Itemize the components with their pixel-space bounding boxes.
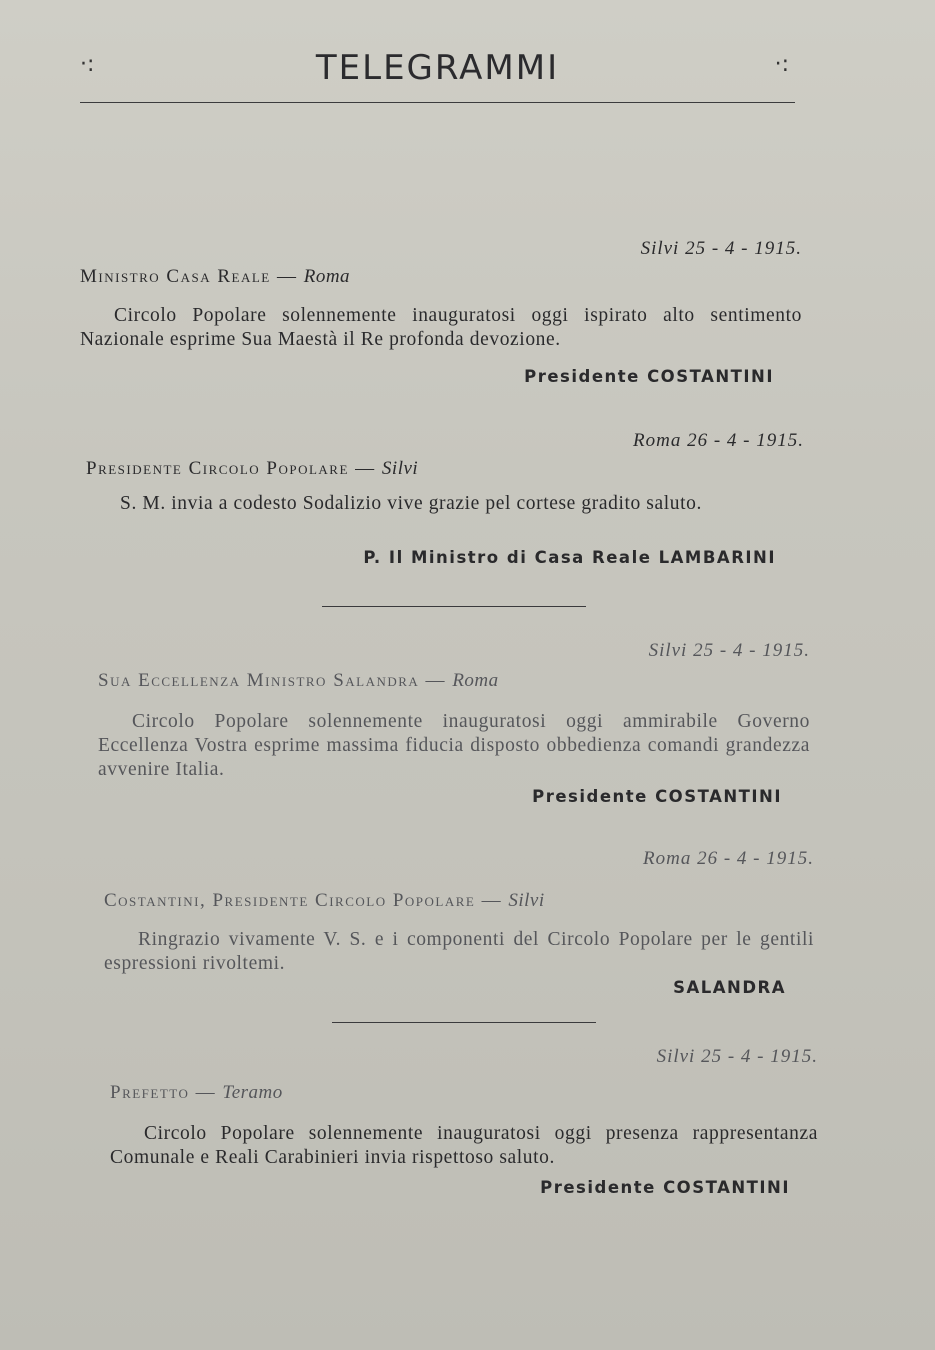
telegram-body: Circolo Popolare solennemente inauguratosi oggi presenza rappresentanza Comunale e Reali Carabinieri invia rispettoso saluto. — [110, 1123, 818, 1168]
telegram-date: Roma 26 - 4 - 1915. — [643, 848, 814, 869]
section-separator — [332, 1022, 596, 1023]
recipient-name: Presidente Circolo Popolare — — [86, 458, 382, 479]
section-separator — [322, 606, 586, 607]
telegram-3 — [98, 640, 810, 815]
telegram-signature: P. Il Ministro di Casa Reale LAMBARINI — [363, 548, 776, 567]
telegram-recipient — [86, 458, 418, 480]
telegram-body: Circolo Popolare solennemente inauguratosi oggi ispirato alto sentimento Nazionale esprime Sua Maestà il Re profonda devozione. — [80, 305, 802, 350]
page-title: TELEGRAMMI — [315, 48, 560, 88]
recipient-city: Roma — [452, 670, 499, 691]
telegram-date: Silvi 25 - 4 - 1915. — [648, 640, 810, 661]
ornament-right-icon: ·: — [774, 52, 789, 77]
telegram-body: Ringrazio vivamente V. S. e i componenti del Circolo Popolare per le gentili espressioni rivoltemi. — [104, 929, 814, 974]
recipient-city: Roma — [303, 266, 351, 287]
telegram-date: Silvi 25 - 4 - 1915. — [640, 238, 802, 259]
telegram-signature: SALANDRA — [673, 978, 786, 997]
telegram-5 — [110, 1046, 818, 1206]
telegram-signature: Presidente COSTANTINI — [532, 787, 782, 806]
recipient-city: Teramo — [222, 1082, 283, 1103]
telegram-recipient — [104, 890, 545, 912]
telegram-recipient — [98, 670, 499, 692]
telegram-recipient — [110, 1082, 283, 1104]
recipient-city: Silvi — [508, 890, 545, 911]
recipient-name: Ministro Casa Reale — — [80, 266, 304, 287]
ornament-left-icon: ·: — [80, 52, 95, 77]
recipient-name: Costantini, Presidente Circolo Popolare — — [104, 890, 509, 911]
telegram-signature: Presidente COSTANTINI — [540, 1178, 790, 1197]
header-rule — [80, 102, 795, 103]
telegram-1 — [80, 238, 802, 398]
telegram-signature: Presidente COSTANTINI — [524, 367, 774, 386]
recipient-city: Silvi — [381, 458, 419, 479]
telegram-date: Roma 26 - 4 - 1915. — [633, 430, 804, 451]
telegram-date: Silvi 25 - 4 - 1915. — [656, 1046, 818, 1067]
recipient-name: Prefetto — — [110, 1082, 223, 1103]
telegram-recipient — [80, 266, 350, 288]
telegram-4 — [104, 848, 814, 998]
telegram-2 — [86, 430, 804, 580]
recipient-name: Sua Eccellenza Ministro Salandra — — [98, 670, 453, 691]
page-header — [80, 44, 795, 106]
telegram-body: Circolo Popolare solennemente inauguratosi oggi ammirabile Governo Eccellenza Vostra esprime massima fiducia disposto obbedienza comandi grandezza avvenire Italia. — [98, 711, 810, 780]
telegram-body: S. M. invia a codesto Sodalizio vive grazie pel cortese gradito saluto. — [120, 493, 702, 514]
